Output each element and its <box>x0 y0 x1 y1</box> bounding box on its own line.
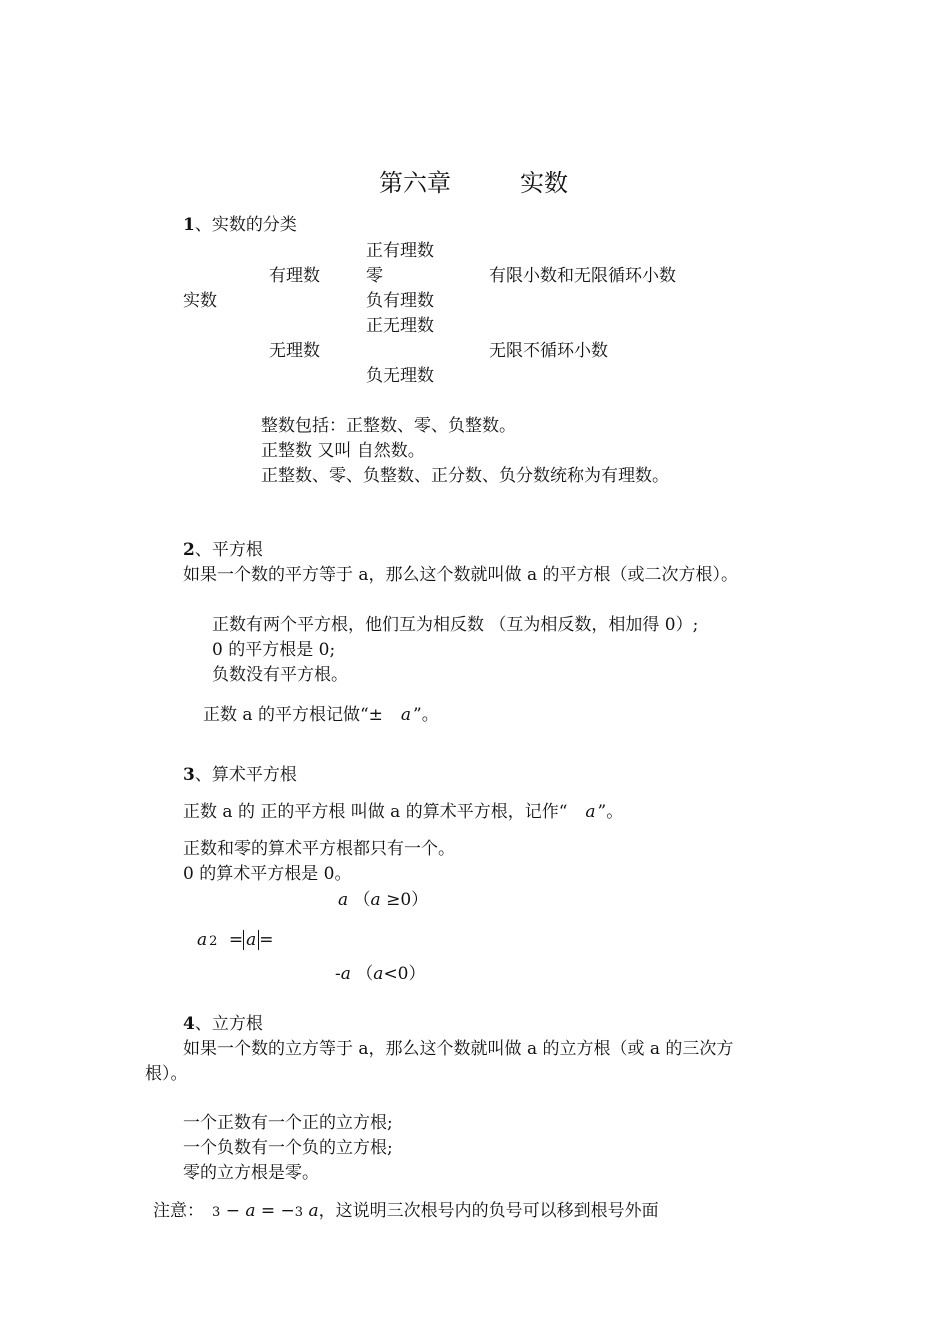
notation-end: ”。 <box>413 705 439 725</box>
class-pos-rational: 正有理数 <box>366 241 434 261</box>
root-index: 3 <box>212 1205 221 1220</box>
note-expression: − a = − <box>225 1201 295 1221</box>
class-irrational: 无理数 <box>269 341 320 361</box>
formula-eq-2: = <box>259 930 274 950</box>
notation-var: a <box>400 705 412 725</box>
cbrt-definition-cont: 根）。 <box>145 1064 188 1084</box>
note-integers: 整数包括：正整数、零、负整数。 <box>261 416 516 436</box>
abs-value: a <box>243 930 259 950</box>
sqrt-prop-zero: 0 的平方根是 0; <box>212 640 336 660</box>
sqrt-prop-positive: 正数有两个平方根，他们互为相反数 （互为相反数，相加得 0）; <box>212 615 699 635</box>
arith-sqrt-unique: 正数和零的算术平方根都只有一个。 <box>183 839 455 859</box>
note-naturals: 正整数 又叫 自然数。 <box>261 441 425 461</box>
section-3-heading <box>183 764 297 786</box>
cbrt-prop-positive: 一个正数有一个正的立方根; <box>183 1113 393 1133</box>
note-text: ，这说明三次根号内的负号可以移到根号外面 <box>318 1201 659 1221</box>
section-4-heading <box>183 1013 263 1035</box>
arith-sqrt-zero: 0 的算术平方根是 0。 <box>183 864 352 884</box>
formula-exponent: 2 <box>209 934 218 949</box>
rational-desc: 有限小数和无限循环小数 <box>489 266 676 286</box>
cbrt-prop-zero: 零的立方根是零。 <box>183 1163 319 1183</box>
sqrt-prop-negative: 负数没有平方根。 <box>212 665 348 685</box>
chapter-subtitle: 实数 <box>520 169 568 197</box>
section-number: 3 <box>183 765 195 785</box>
class-real: 实数 <box>183 291 217 311</box>
formula-case-2 <box>335 963 426 985</box>
case-condition: ≥0） <box>386 890 429 910</box>
notation-text: 正数 a 的平方根记做“± <box>203 705 383 725</box>
section-number: 1 <box>183 215 195 235</box>
def-end: ”。 <box>597 802 624 822</box>
case-paren: （ <box>353 890 371 910</box>
section-title: 、立方根 <box>194 1014 263 1034</box>
formula-var: a <box>197 930 208 950</box>
class-rational: 有理数 <box>269 266 320 286</box>
cbrt-definition: 如果一个数的立方等于 a，那么这个数就叫做 a 的立方根（或 a 的三次方 <box>183 1039 734 1059</box>
class-neg-rational: 负有理数 <box>366 291 434 311</box>
case-value: -a <box>335 964 351 984</box>
formula-eq: = <box>228 930 244 950</box>
sqrt-definition: 如果一个数的平方等于 a，那么这个数就叫做 a 的平方根（或二次方根）。 <box>183 565 738 585</box>
note-label: 注意： <box>153 1201 204 1221</box>
section-1-heading <box>183 214 297 236</box>
sqrt-notation <box>203 704 439 726</box>
class-neg-irrational: 负无理数 <box>366 366 434 386</box>
section-number: 4 <box>183 1014 195 1034</box>
section-title: 、算术平方根 <box>194 765 297 785</box>
section-title: 、平方根 <box>194 540 263 560</box>
formula-case-1 <box>338 889 428 911</box>
cbrt-prop-negative: 一个负数有一个负的立方根; <box>183 1138 393 1158</box>
cbrt-note <box>153 1200 659 1224</box>
class-zero: 零 <box>366 266 383 286</box>
case-condition: <0） <box>383 964 426 984</box>
note-rationals: 正整数、零、负整数、正分数、负分数统称为有理数。 <box>261 466 669 486</box>
section-2-heading <box>183 539 263 561</box>
case-paren: （ <box>356 964 374 984</box>
irrational-desc: 无限不循环小数 <box>489 341 608 361</box>
section-title: 、实数的分类 <box>194 215 297 235</box>
section-number: 2 <box>183 540 195 560</box>
root-index-2: 3 <box>294 1205 304 1220</box>
note-var: a <box>308 1201 319 1221</box>
def-text: 正数 a 的 正的平方根 叫做 a 的算术平方根，记作“ <box>183 802 568 822</box>
formula-lhs <box>197 929 273 953</box>
class-pos-irrational: 正无理数 <box>366 316 434 336</box>
case-var: a <box>373 964 384 984</box>
chapter-title: 第六章 <box>379 169 451 197</box>
arith-sqrt-definition <box>183 801 623 823</box>
case-var: a <box>370 890 381 910</box>
case-value: a <box>338 890 349 910</box>
def-var: a <box>585 802 596 822</box>
